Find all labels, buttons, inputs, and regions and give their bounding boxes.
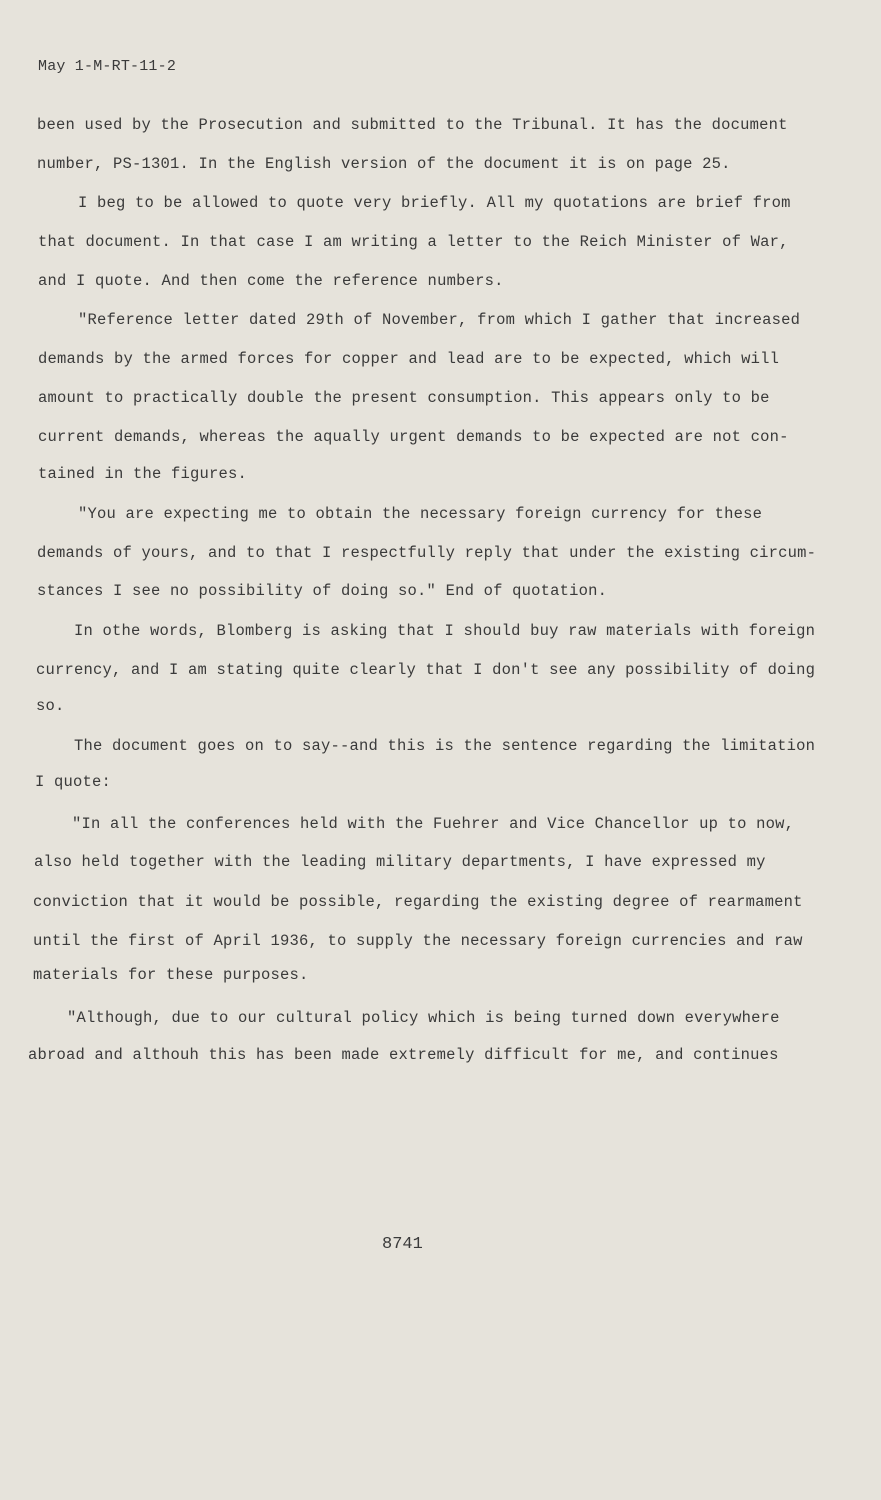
text-line: demands by the armed forces for copper and lead are to be expected, which will (38, 350, 780, 368)
text-line: stances I see no possibility of doing so." End of quotation. (37, 582, 608, 600)
text-line: also held together with the leading military departments, I have expressed my (34, 853, 766, 871)
text-line: "In all the conferences held with the Fuehrer and Vice Chancellor up to now, (72, 815, 795, 833)
text-line: that document. In that case I am writing a letter to the Reich Minister of War, (38, 233, 789, 251)
text-line: tained in the figures. (38, 465, 248, 483)
text-line: "Reference letter dated 29th of November, from which I gather that increased (78, 311, 801, 329)
text-line: "Although, due to our cultural policy which is being turned down everywhere (67, 1009, 780, 1027)
text-line: number, PS-1301. In the English version of the document it is on page 25. (37, 155, 731, 173)
text-line: so. (36, 697, 65, 715)
text-line: I quote: (35, 773, 112, 791)
text-line: and I quote. And then come the reference numbers. (38, 272, 504, 290)
text-line: conviction that it would be possible, regarding the existing degree of rearmament (33, 893, 803, 911)
text-line: In othe words, Blomberg is asking that I should buy raw materials with foreign (74, 622, 816, 640)
text-line: amount to practically double the present consumption. This appears only to be (38, 389, 770, 407)
text-line: until the first of April 1936, to supply the necessary foreign currencies and raw (33, 932, 803, 950)
text-line: I beg to be allowed to quote very briefly. All my quotations are brief from (78, 194, 791, 212)
text-line: abroad and althouh this has been made extremely difficult for me, and continues (28, 1046, 779, 1064)
text-line: current demands, whereas the aqually urgent demands to be expected are not con- (38, 428, 789, 446)
page-number: 8741 (382, 1235, 423, 1254)
text-line: demands of yours, and to that I respectfully reply that under the existing circum- (37, 544, 817, 562)
text-line: currency, and I am stating quite clearly that I don't see any possibility of doing (36, 661, 816, 679)
text-line: materials for these purposes. (33, 966, 309, 984)
text-line: The document goes on to say--and this is the sentence regarding the limitation (74, 737, 816, 755)
text-line: been used by the Prosecution and submitted to the Tribunal. It has the document (37, 116, 788, 134)
text-line: "You are expecting me to obtain the necessary foreign currency for these (78, 505, 763, 523)
page-header: May 1-M-RT-11-2 (38, 58, 177, 75)
